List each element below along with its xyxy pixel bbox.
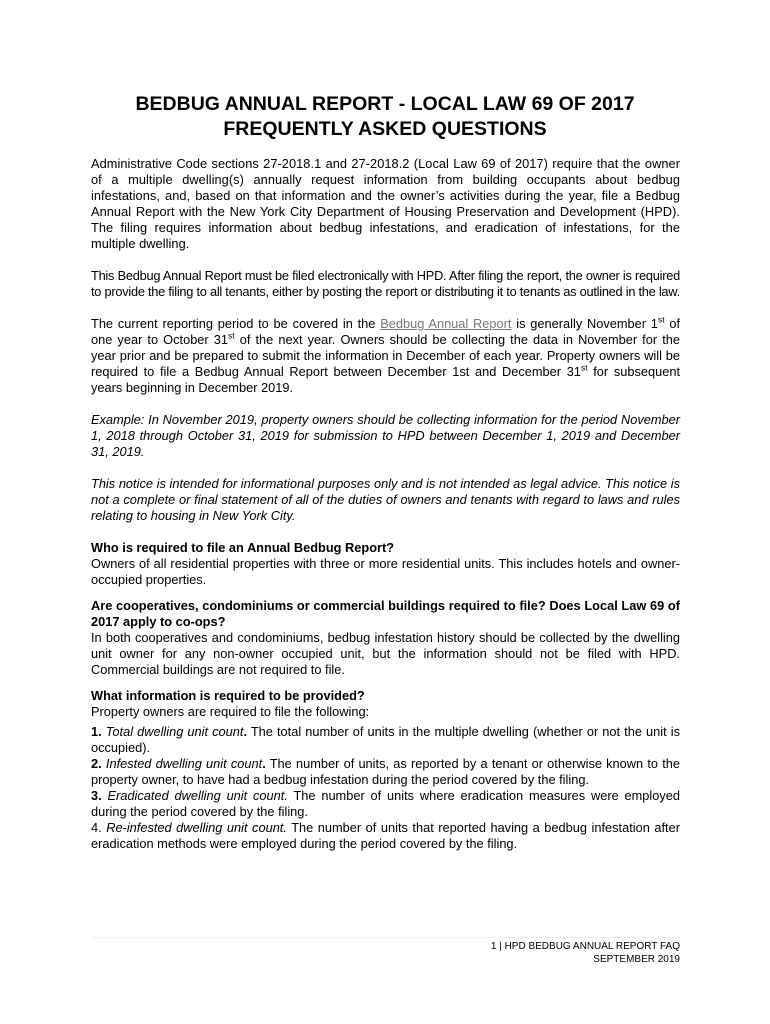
reporting-period-paragraph: The current reporting period to be covered in the Bedbug Annual Report is generally November 1st of one year to October 31st of the next year. Owners should be collecting the data in November for the year prior and be prepared to submit the information in December of each year. Property owners will be required to file a Bedbug Annual Report between December 1st and December 31st for subsequent years beginning in December 2019. <box>91 314 681 395</box>
requirement-item: 1. Total dwelling unit count. The total number of units in the multiple dwelling (whether or not the unit is occupied). <box>91 724 680 755</box>
legal-notice-paragraph: This notice is intended for informational purposes only and is not intended as legal advice. This notice is not a complete or final statement of all of the duties of owners and tenants with regard to laws and rules relating to housing in New York City. <box>91 476 680 523</box>
filing-paragraph: This Bedbug Annual Report must be filed electronically with HPD. After filing the report, the owner is required to provide the filing to all tenants, either by posting the report or distributing it to tenants as outlined in the law. <box>91 268 680 299</box>
title-line-1: BEDBUG ANNUAL REPORT - LOCAL LAW 69 OF 2017 <box>135 93 635 115</box>
title-line-2: FREQUENTLY ASKED QUESTIONS <box>223 118 547 140</box>
footer-divider <box>91 937 680 938</box>
faq-answer: Owners of all residential properties with three or more residential units. This includes hotels and owner-occupied properties. <box>91 556 680 587</box>
bedbug-annual-report-link[interactable]: Bedbug Annual Report <box>380 316 512 331</box>
requirement-item: 4. Re-infested dwelling unit count. The number of units that reported having a bedbug infestation after eradication methods were employed during the period covered by the filing. <box>91 820 680 851</box>
intro-paragraph: Administrative Code sections 27-2018.1 and 27-2018.2 (Local Law 69 of 2017) require that the owner of a multiple dwelling(s) annually request information from building occupants about bedbug infestations, and, based on that information and the owner’s activities during the year, file a Bedbug Annual Report with the New York City Department of Housing Preservation and Development (HPD). The filing requires information about bedbug infestations, and eradication of infestations, for the multiple dwelling. <box>91 156 680 251</box>
faq-answer: Property owners are required to file the following: <box>91 704 370 719</box>
faq-question: Who is required to file an Annual Bedbug Report? <box>91 540 395 555</box>
document-body <box>91 156 680 852</box>
page-footer <box>491 941 680 966</box>
faq-answer: In both cooperatives and condominiums, bedbug infestation history should be collected by the dwelling unit owner for any non-owner occupied unit, but the information should not be filed with HPD. Commercial buildings are not required to file. <box>91 630 680 677</box>
footer-page-label: 1 | HPD BEDBUG ANNUAL REPORT FAQ <box>490 941 680 952</box>
example-paragraph: Example: In November 2019, property owners should be collecting information for the period November 1, 2018 through October 31, 2019 for submission to HPD between December 1, 2019 and December 31, 2019. <box>91 412 680 459</box>
requirement-item: 3. Eradicated dwelling unit count. The number of units where eradication measures were employed during the period covered by the filing. <box>91 788 681 819</box>
faq-question: What information is required to be provided? <box>91 688 365 703</box>
footer-date: SEPTEMBER 2019 <box>593 953 680 965</box>
requirement-item: 2. Infested dwelling unit count. The number of units, as reported by a tenant or otherwise known to the property owner, to have had a bedbug infestation during the period covered by the filing. <box>91 756 681 787</box>
faq-question: Are cooperatives, condominiums or commercial buildings required to file? Does Local Law 69 of 2017 apply to co-ops? <box>91 598 680 629</box>
page-title <box>60 92 710 142</box>
